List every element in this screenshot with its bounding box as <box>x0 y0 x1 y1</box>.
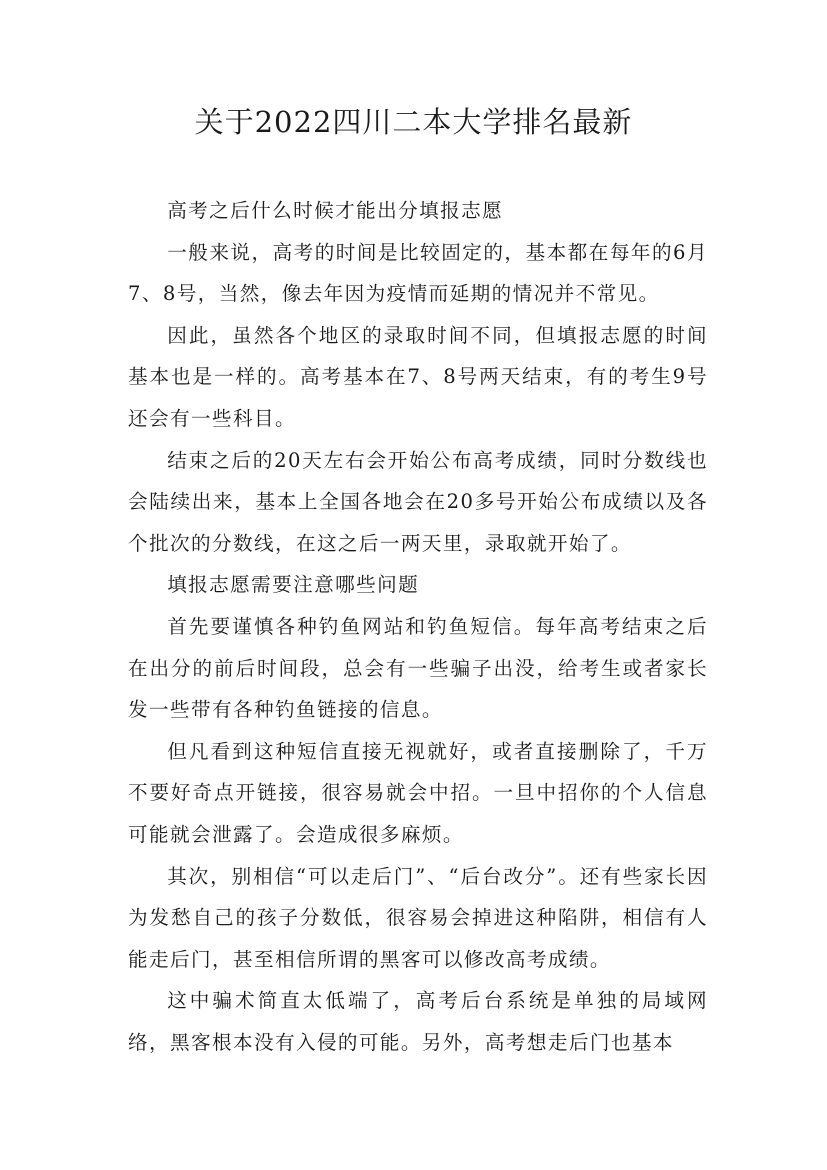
paragraph: 结束之后的20天左右会开始公布高考成绩，同时分数线也会陆续出来，基本上全国各地会在20多号开始公布成绩以及各个批次的分数线，在这之后一两天里，录取就开始了。 <box>128 448 708 555</box>
paragraph: 其次，别相信“可以走后门”、“后台改分”。还有些家长因为发愁自己的孩子分数低，很容易会掉进这种陷阱，相信有人能走后门，甚至相信所谓的黑客可以修改高考成绩。 <box>128 864 708 971</box>
paragraph: 因此，虽然各个地区的录取时间不同，但填报志愿的时间基本也是一样的。高考基本在7、8号两天结束，有的考生9号还会有一些科目。 <box>128 323 708 430</box>
paragraph: 一般来说，高考的时间是比较固定的，基本都在每年的6月7、8号，当然，像去年因为疫情而延期的情况并不常见。 <box>128 240 708 306</box>
paragraph-heading-score-release: 高考之后什么时候才能出分填报志愿 <box>167 199 504 222</box>
paragraph: 但凡看到这种短信直接无视就好，或者直接删除了，千万不要好奇点开链接，很容易就会中招。一旦中招你的个人信息可能就会泄露了。会造成很多麻烦。 <box>128 739 708 846</box>
paragraph-heading-application-notes: 填报志愿需要注意哪些问题 <box>167 573 420 597</box>
document-body <box>128 190 708 1063</box>
paragraph: 这中骗术简直太低端了，高考后台系统是单独的局域网络，黑客根本没有入侵的可能。另外，高考想走后门也基本 <box>128 989 708 1054</box>
document-title: 关于2022四川二本大学排名最新 <box>194 105 633 139</box>
paragraph: 首先要谨慎各种钓鱼网站和钓鱼短信。每年高考结束之后在出分的前后时间段，总会有一些骗子出没，给考生或者家长发一些带有各种钓鱼链接的信息。 <box>128 614 708 722</box>
